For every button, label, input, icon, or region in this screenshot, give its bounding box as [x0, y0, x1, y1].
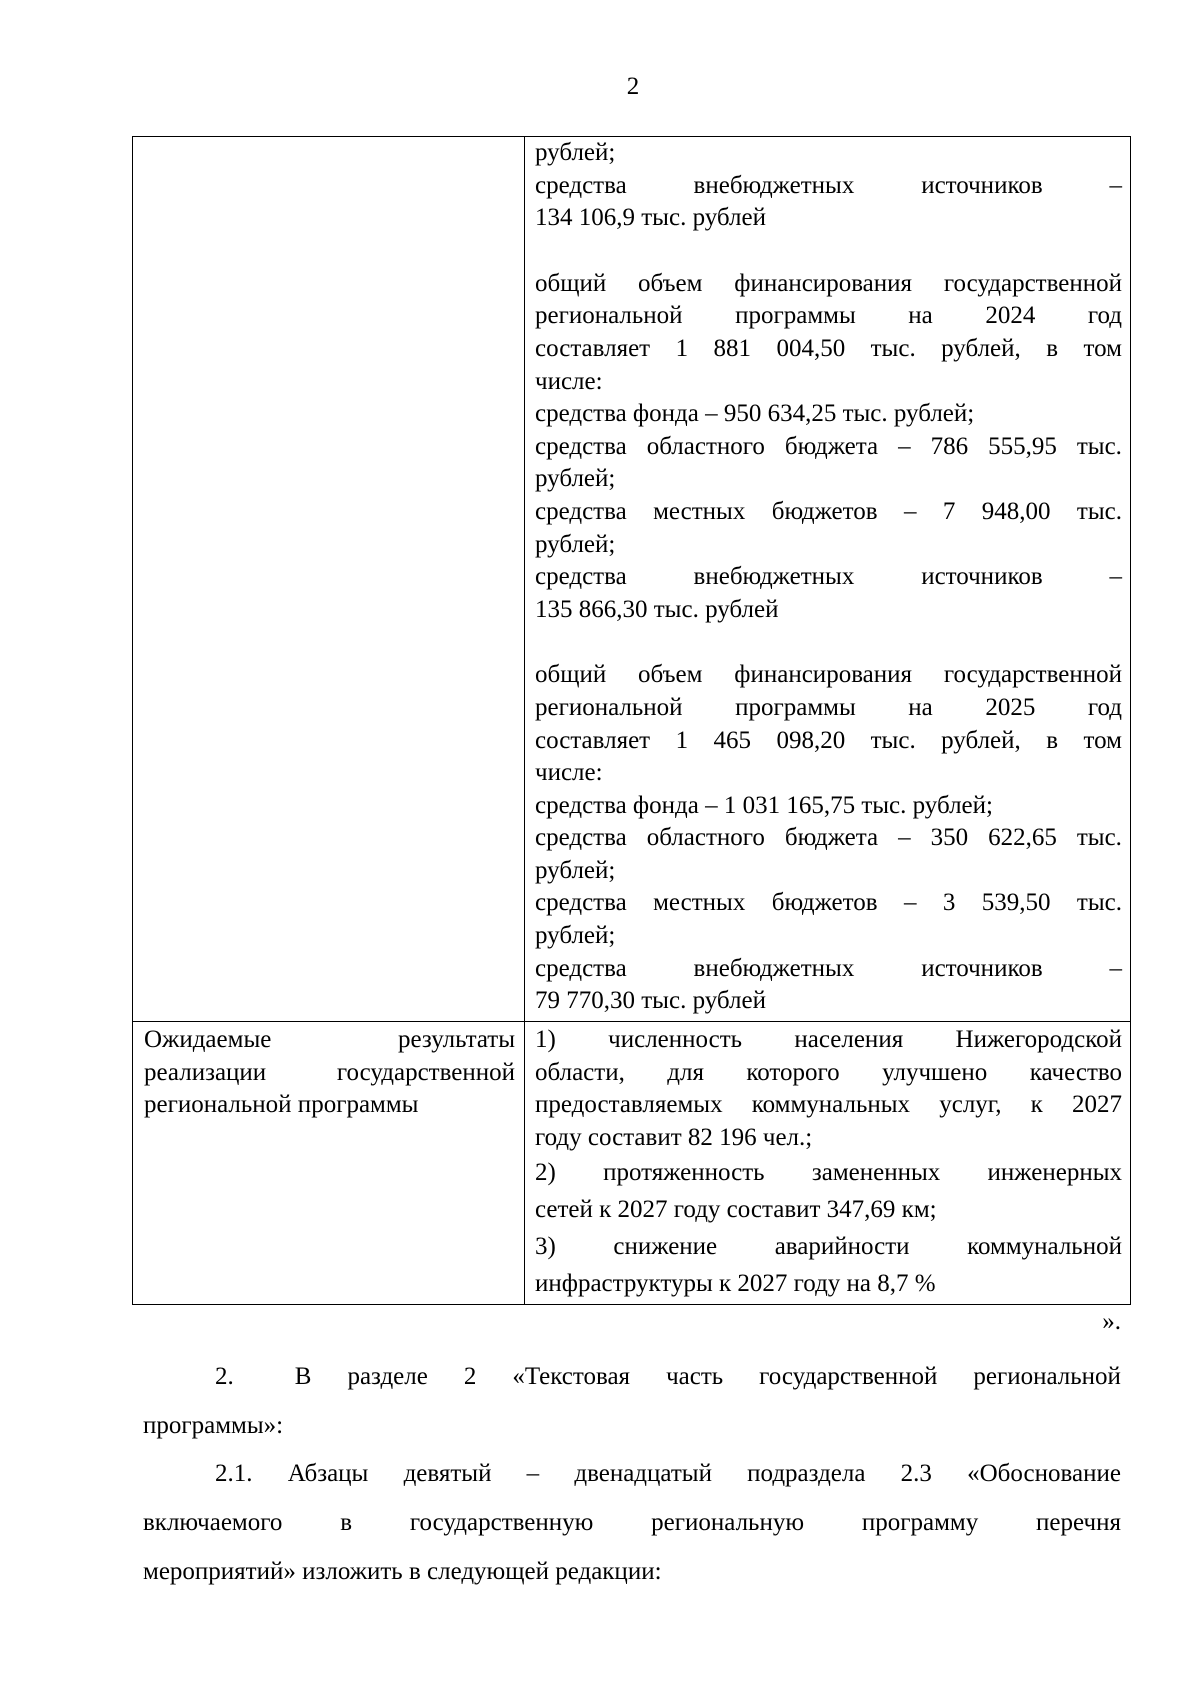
word: «Текстовая — [512, 1363, 631, 1390]
text-line: программы»: — [143, 1412, 284, 1439]
word: – — [1109, 563, 1122, 591]
text-line: региональной программы — [144, 1091, 419, 1119]
word: бюджетов — [771, 889, 878, 917]
word: на — [908, 302, 933, 330]
justified-line — [535, 659, 1122, 692]
word: 3) — [535, 1233, 556, 1261]
word: региональной — [535, 693, 683, 721]
text-line: числе: — [535, 759, 603, 787]
word: местных — [653, 889, 746, 917]
word: перечня — [1036, 1509, 1121, 1536]
word: двенадцатый — [574, 1460, 712, 1487]
word: – — [903, 497, 917, 525]
word: 350 — [930, 824, 969, 852]
word: 2025 — [985, 693, 1036, 721]
word: 539,50 — [981, 889, 1051, 917]
word: областного — [646, 824, 765, 852]
word: общий — [535, 269, 607, 297]
word: девятый — [403, 1460, 492, 1487]
word: средства — [535, 889, 627, 917]
word: Абзацы — [287, 1460, 369, 1487]
word: финансирования — [734, 661, 913, 689]
word: 1 — [675, 334, 689, 362]
word: «Обоснование — [967, 1460, 1121, 1487]
justified-line — [535, 1024, 1122, 1057]
word: государственной — [336, 1058, 515, 1086]
word: средства — [535, 954, 627, 982]
justified-line — [535, 496, 1122, 529]
justified-line — [535, 887, 1122, 920]
justified-line — [535, 1057, 1122, 1090]
word: внебюджетных — [693, 954, 855, 982]
justified-line — [535, 1228, 1122, 1265]
word: областного — [646, 432, 765, 460]
word: бюджета — [784, 824, 879, 852]
justified-line — [144, 1057, 515, 1090]
word: внебюджетных — [693, 563, 855, 591]
word: источников — [921, 954, 1043, 982]
word: В — [294, 1363, 312, 1390]
justified-line — [535, 561, 1122, 594]
word: средства — [535, 824, 627, 852]
word: тыс. — [870, 726, 916, 754]
justified-line — [535, 333, 1122, 366]
word: результаты — [398, 1026, 515, 1053]
table-row — [133, 137, 1131, 1022]
justified-line — [535, 953, 1122, 986]
word: внебюджетных — [693, 171, 855, 199]
word: тыс. — [1076, 432, 1122, 460]
word: 786 — [930, 432, 969, 460]
word: протяженность — [603, 1159, 765, 1187]
word: услуг, — [939, 1091, 1002, 1119]
word: программы — [735, 302, 856, 330]
word: инженерных — [987, 1159, 1122, 1187]
word: на — [908, 693, 933, 721]
funding-cell — [525, 137, 1131, 1022]
word: Нижегородской — [955, 1026, 1122, 1053]
word: 2 — [463, 1363, 477, 1390]
word: 2024 — [985, 302, 1036, 330]
word: 7 — [942, 497, 956, 525]
word: составляет — [535, 334, 651, 362]
text-line: рублей; — [535, 530, 616, 558]
text-line: средства фонда – 1 031 165,75 тыс. рублей; — [535, 791, 993, 819]
text-line: мероприятий» изложить в следующей редакции: — [143, 1558, 662, 1585]
word: аварийности — [774, 1233, 910, 1261]
word: – — [903, 889, 917, 917]
word: 2. — [215, 1363, 259, 1390]
word: программы — [735, 693, 856, 721]
word: численность — [608, 1026, 743, 1053]
word: 2027 — [1071, 1091, 1122, 1119]
word: 004,50 — [776, 334, 846, 362]
word: источников — [921, 171, 1043, 199]
word: региональную — [651, 1509, 805, 1536]
word: подраздела — [747, 1460, 866, 1487]
word: том — [1083, 726, 1122, 754]
word: 098,20 — [776, 726, 846, 754]
word: объем — [638, 269, 703, 297]
word: рублей, — [941, 726, 1021, 754]
word: тыс. — [1076, 889, 1122, 917]
justified-line — [143, 1449, 1121, 1498]
justified-line — [535, 822, 1122, 855]
word: государственной — [943, 269, 1122, 297]
word: – — [1109, 954, 1122, 982]
table-cell-empty — [133, 137, 525, 1022]
text-line: рублей; — [535, 922, 616, 950]
word: улучшено — [882, 1058, 988, 1086]
text-line: рублей; — [535, 139, 616, 166]
text-line: инфраструктуры к 2027 году на 8,7 % — [535, 1270, 936, 1298]
word: снижение — [613, 1233, 718, 1261]
word: том — [1083, 334, 1122, 362]
word: год — [1087, 302, 1122, 330]
text-line: сетей к 2027 году составит 347,69 км; — [535, 1196, 937, 1224]
page-number: 2 — [626, 73, 640, 100]
text-line: средства фонда – 950 634,25 тыс. рублей; — [535, 400, 975, 428]
text-line: 134 106,9 тыс. рублей — [535, 204, 766, 232]
justified-line — [535, 170, 1122, 203]
word: местных — [653, 497, 746, 525]
word: 1) — [535, 1026, 556, 1053]
word: государственную — [409, 1509, 594, 1536]
word: в — [1046, 726, 1059, 754]
word: Ожидаемые — [144, 1026, 272, 1053]
word: 622,65 — [988, 824, 1057, 852]
justified-line — [535, 431, 1122, 464]
justified-line — [535, 1154, 1122, 1191]
word: 948,00 — [981, 497, 1051, 525]
word: – — [526, 1460, 540, 1487]
word: области, — [535, 1058, 625, 1086]
word: программу — [861, 1509, 979, 1536]
word: для — [667, 1058, 704, 1086]
word: тыс. — [870, 334, 916, 362]
word: замененных — [811, 1159, 941, 1187]
word: тыс. — [1076, 497, 1122, 525]
word: 3 — [942, 889, 956, 917]
paragraph-2 — [143, 1352, 1121, 1450]
word: разделе — [347, 1363, 428, 1390]
closing-quote-mark: ». — [1102, 1308, 1121, 1335]
justified-line — [143, 1498, 1121, 1547]
word: реализации — [144, 1058, 267, 1086]
word: финансирования — [734, 269, 913, 297]
word: – — [1109, 171, 1122, 199]
word: – — [898, 432, 911, 460]
justified-line — [535, 300, 1122, 333]
word: коммунальных — [751, 1091, 911, 1119]
word: источников — [921, 563, 1043, 591]
justified-line — [143, 1352, 1121, 1401]
word: государственной — [759, 1363, 938, 1390]
text-line: году составит 82 196 чел.; — [535, 1123, 813, 1151]
word: населения — [794, 1026, 904, 1053]
word: 1 — [675, 726, 689, 754]
word: – — [898, 824, 911, 852]
justified-line — [535, 692, 1122, 725]
word: которого — [746, 1058, 840, 1086]
word: качество — [1029, 1058, 1122, 1086]
word: бюджетов — [771, 497, 878, 525]
text-line: числе: — [535, 367, 603, 395]
word: рублей, — [941, 334, 1021, 362]
word: региональной — [535, 302, 683, 330]
word: часть — [666, 1363, 724, 1390]
word: государственной — [943, 661, 1122, 689]
word: 2.3 — [900, 1460, 932, 1487]
word: средства — [535, 432, 627, 460]
word: 465 — [713, 726, 751, 754]
word: общий — [535, 661, 607, 689]
justified-line — [535, 268, 1122, 301]
word: 881 — [713, 334, 751, 362]
justified-line — [535, 725, 1122, 758]
text-line: рублей; — [535, 856, 616, 884]
word: 2) — [535, 1159, 556, 1187]
word: региональной — [973, 1363, 1121, 1390]
text-line: 135 866,30 тыс. рублей — [535, 595, 779, 623]
word: 555,95 — [988, 432, 1057, 460]
results-value-cell — [525, 1022, 1131, 1305]
word: коммунальной — [967, 1233, 1122, 1261]
passport-table — [132, 136, 1131, 1305]
text-line: 79 770,30 тыс. рублей — [535, 987, 766, 1015]
word: составляет — [535, 726, 651, 754]
word: тыс. — [1076, 824, 1122, 852]
results-label-cell — [133, 1022, 525, 1305]
word: бюджета — [784, 432, 879, 460]
justified-line — [144, 1024, 515, 1057]
table-row — [133, 1022, 1131, 1305]
word: год — [1087, 693, 1122, 721]
justified-line — [535, 1089, 1122, 1122]
word: средства — [535, 171, 627, 199]
word: включаемого — [143, 1509, 283, 1536]
word: 2.1. — [215, 1460, 253, 1487]
word: в — [340, 1509, 353, 1536]
word: средства — [535, 563, 627, 591]
text-line: рублей; — [535, 465, 616, 493]
word: предоставляемых — [535, 1091, 723, 1119]
word: средства — [535, 497, 627, 525]
word: в — [1046, 334, 1059, 362]
word: к — [1030, 1091, 1043, 1119]
word: объем — [638, 661, 703, 689]
paragraph-2-1 — [143, 1449, 1121, 1596]
